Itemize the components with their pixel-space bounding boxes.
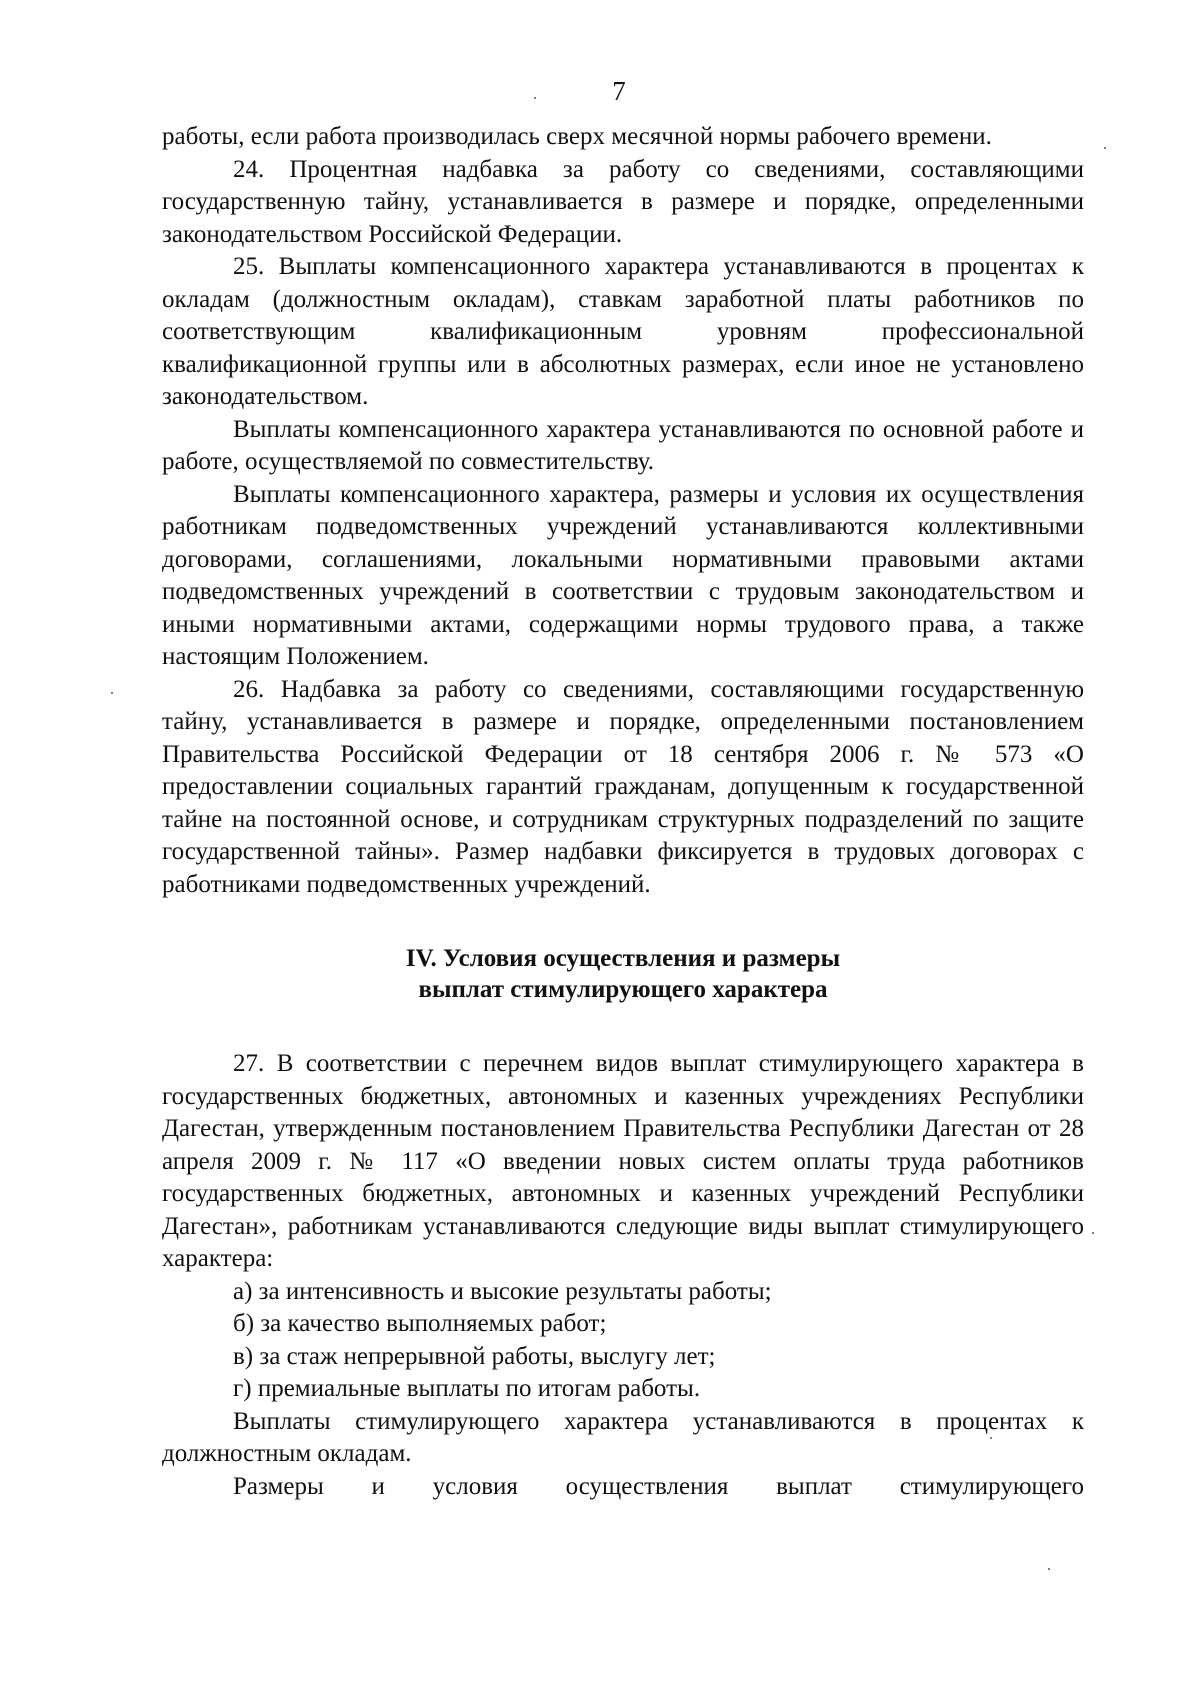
paragraph-stimulating-percent: Выплаты стимулирующего характера устанавливаются в процентах к должностным окладам. [162, 1407, 1084, 1467]
scan-speck [111, 692, 113, 694]
scan-speck [1104, 147, 1106, 149]
list-item-b: б) за качество выполняемых работ; [233, 1310, 607, 1337]
paragraph-item-26: 26. Надбавка за работу со сведениями, составляющими государственную тайну, устанавливается в размере и порядке, определенными постановлением Правительства Российской Федерации от 18 сентября 2006 г. № 573 «О предоставлении социальных гарантий гражданам, допущенным к государственной тайне на постоянной основе, и сотрудникам структурных подразделений по защите государственной тайны». Размер надбавки фиксируется в трудовых договорах с работниками подведомственных учреждений. [162, 675, 1084, 898]
document-body [162, 121, 1084, 1503]
list-item-a: а) за интенсивность и высокие результаты работы; [233, 1277, 772, 1305]
paragraph-compensation-conditions: Выплаты компенсационного характера, размеры и условия их осуществления работникам подведомственных учреждений устанавливаются коллективными договорами, соглашениями, локальными нормативными правовыми актами подведомственных учреждений в соответствии с трудовым законодательством и иными нормативными актами, содержащими нормы трудового права, а также настоящим Положением. [162, 480, 1084, 670]
paragraph-stimulating-conditions: Размеры и условия осуществления выплат стимулирующего [233, 1472, 1084, 1500]
section-heading-line-2: выплат стимулирующего характера [418, 976, 828, 1003]
paragraph-item-27: 27. В соответствии с перечнем видов выплат стимулирующего характера в государственных бюджетных, автономных и казенных учреждениях Республики Дагестан, утвержденным постановлением Правительства Республики Дагестан от 28 апреля 2009 г. № 117 «О введении новых систем оплаты труда работников государственных бюджетных, автономных и казенных учреждений Республики Дагестан», работникам устанавливаются следующие виды выплат стимулирующего характера: [162, 1050, 1084, 1272]
paragraph-continuation: работы, если работа производилась сверх месячной нормы рабочего времени. [162, 123, 992, 150]
scan-speck [534, 97, 536, 99]
scan-speck [990, 1437, 992, 1439]
paragraph-compensation-main-work: Выплаты компенсационного характера устанавливаются по основной работе и работе, осуществляемой по совместительству. [162, 415, 1084, 475]
scan-speck [1092, 1232, 1094, 1234]
list-item-g: г) премиальные выплаты по итогам работы. [233, 1375, 701, 1402]
section-heading-line-1: IV. Условия осуществления и размеры [405, 945, 841, 972]
page-number: 7 [612, 76, 626, 106]
section-heading [162, 943, 1084, 1005]
list-item-v: в) за стаж непрерывной работы, выслугу лет; [233, 1342, 716, 1370]
scan-speck [1048, 1568, 1050, 1570]
paragraph-item-24: 24. Процентная надбавка за работу со сведениями, составляющими государственную тайну, устанавливается в размере и порядке, определенными законодательством Российской Федерации. [162, 155, 1084, 248]
paragraph-item-25: 25. Выплаты компенсационного характера устанавливаются в процентах к окладам (должностным окладам), ставкам заработной платы работников по соответствующим квалификационным уровням профессиональной квалификационной группы или в абсолютных размерах, если иное не установлено законодательством. [162, 253, 1084, 410]
